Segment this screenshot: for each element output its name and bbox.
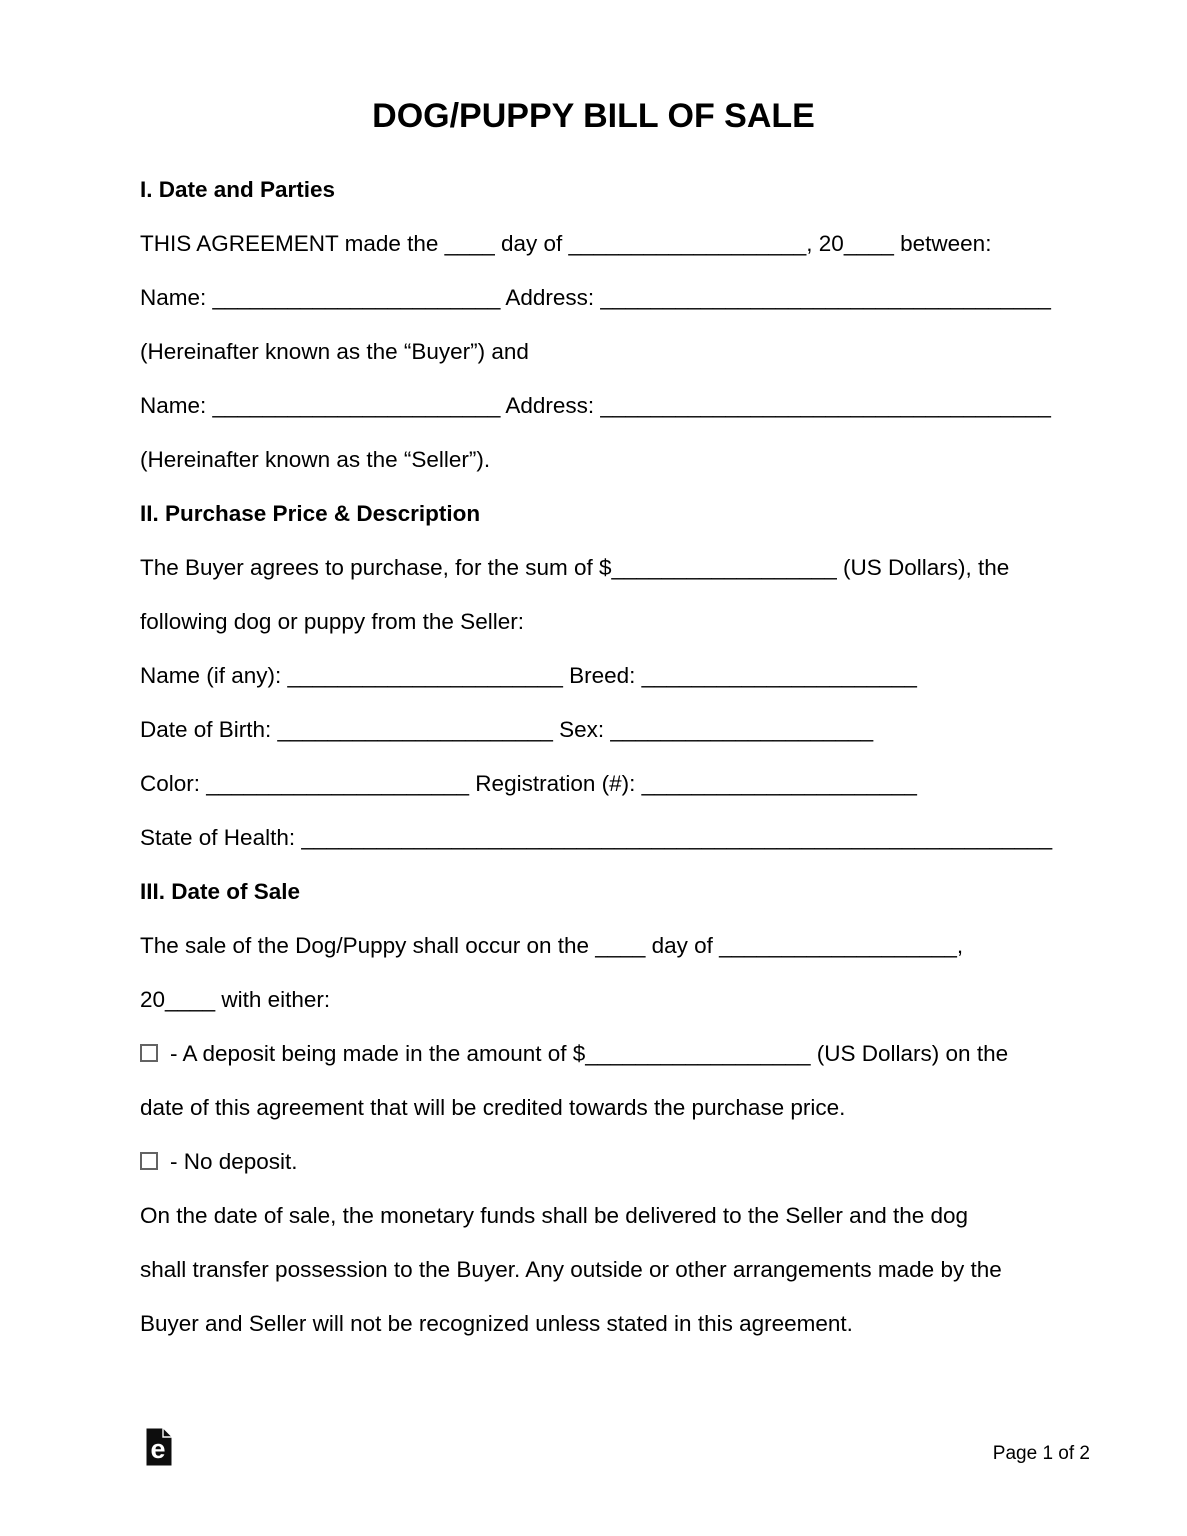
seller-designation-line: (Hereinafter known as the “Seller”). <box>140 447 491 472</box>
svg-text:e: e <box>150 1434 166 1464</box>
seller-name-address-line: Name: _______________________ Address: ____________________________________ <box>140 393 1051 418</box>
page-number: Page 1 of 2 <box>992 1443 1090 1464</box>
section-1-heading: I. Date and Parties <box>140 177 336 202</box>
funds-delivery-line-3: Buyer and Seller will not be recognized unless stated in this agreement. <box>140 1311 853 1336</box>
funds-delivery-line-1: On the date of sale, the monetary funds shall be delivered to the Seller and the dog <box>140 1203 969 1228</box>
deposit-option-text: - A deposit being made in the amount of $__________________ (US Dollars) on the <box>170 1041 1009 1066</box>
buyer-designation-line: (Hereinafter known as the “Buyer”) and <box>140 339 529 364</box>
sale-year-line: 20____ with either: <box>140 987 331 1012</box>
purchase-sum-line-2: following dog or puppy from the Seller: <box>140 609 524 634</box>
document-body <box>140 163 1187 1351</box>
dog-health-line: State of Health: ____________________________________________________________ <box>140 825 1053 850</box>
purchase-sum-line: The Buyer agrees to purchase, for the sum of $__________________ (US Dollars), the <box>140 555 1010 580</box>
dog-name-breed-line: Name (if any): ______________________ Breed: ______________________ <box>140 663 917 688</box>
deposit-option-line <box>140 1027 1187 1081</box>
dog-color-registration-line: Color: _____________________ Registration (#): ______________________ <box>140 771 917 796</box>
section-3-heading: III. Date of Sale <box>140 879 301 904</box>
dog-birth-sex-line: Date of Birth: ______________________ Sex: _____________________ <box>140 717 874 742</box>
no-deposit-option-text: - No deposit. <box>170 1149 298 1174</box>
funds-delivery-line-2: shall transfer possession to the Buyer. Any outside or other arrangements made by the <box>140 1257 1002 1282</box>
section-2-heading: II. Purchase Price & Description <box>140 501 481 526</box>
deposit-option-continued-line: date of this agreement that will be credited towards the purchase price. <box>140 1095 846 1120</box>
document-title: DOG/PUPPY BILL OF SALE <box>372 97 815 135</box>
eforms-logo-icon <box>146 1428 172 1466</box>
buyer-name-address-line: Name: _______________________ Address: ____________________________________ <box>140 285 1051 310</box>
sale-date-line: The sale of the Dog/Puppy shall occur on the ____ day of ___________________, <box>140 933 964 958</box>
agreement-date-line: THIS AGREEMENT made the ____ day of ___________________, 20____ between: <box>140 231 992 256</box>
deposit-checkbox[interactable] <box>140 1044 158 1062</box>
no-deposit-option-line <box>140 1135 1187 1189</box>
no-deposit-checkbox[interactable] <box>140 1152 158 1170</box>
